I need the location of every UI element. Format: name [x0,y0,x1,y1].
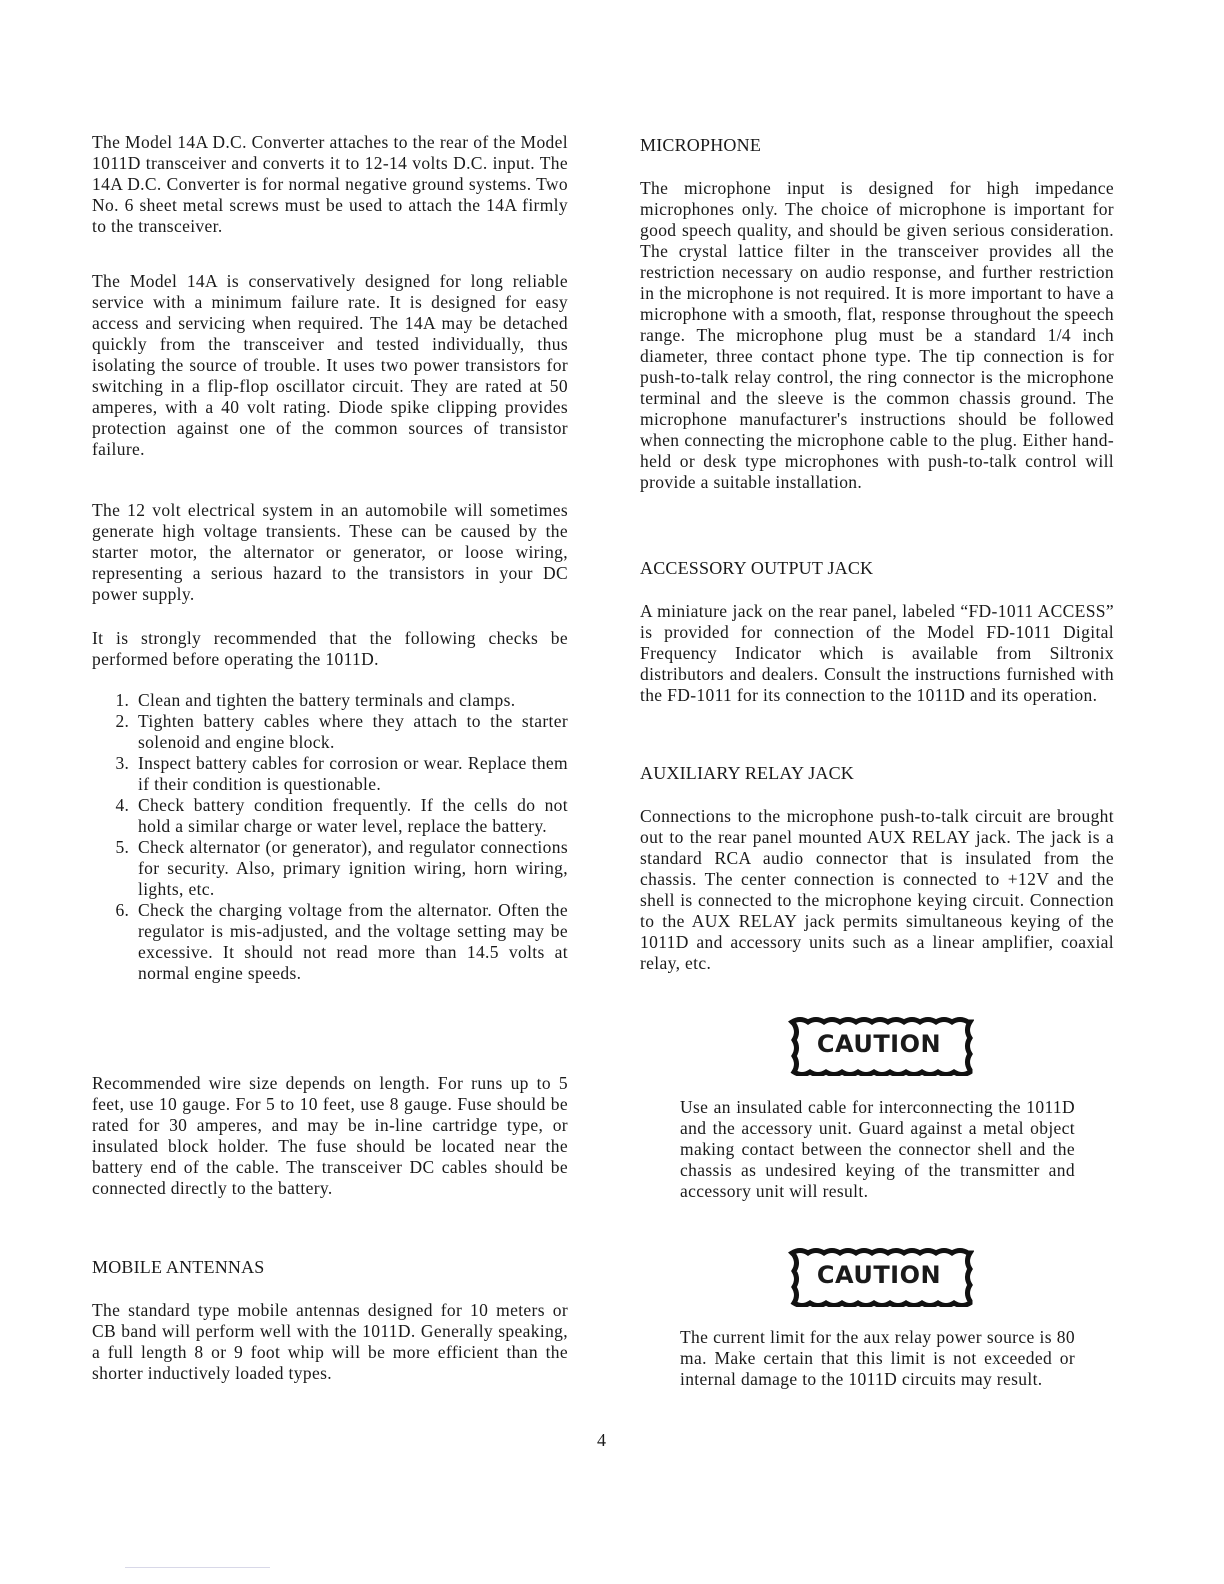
heading-text: ACCESSORY OUTPUT JACK [640,558,874,578]
paragraph-converter-intro [92,132,568,237]
heading-text: MOBILE ANTENNAS [92,1257,265,1277]
caution-label: CAUTION [816,1261,942,1289]
list-item: 2. Tighten battery cables where they attach to the starter solenoid and engine block. [134,711,568,753]
list-item: 5. Check alternator (or generator), and regulator connections for security. Also, primary ignition wiring, horn wiring, lights, etc. [134,837,568,900]
paragraph-text: Recommended wire size depends on length. For runs up to 5 feet, use 10 gauge. For 5 to 10 feet, use 8 gauge. Fuse should be rated for 30 amperes, and may be in-line cartridge type, or insulated block holder. The fuse should be located near the battery end of the cable. The transceiver DC cables should be connected directly to the battery. [92,1073,568,1198]
paragraph-text: Connections to the microphone push-to-talk circuit are brought out to the rear panel mounted AUX RELAY jack. The jack is a standard RCA audio connector that is insulated from the chassis. The center connection is connected to +12V and the shell is connected to the microphone keying circuit. Connection to the AUX RELAY jack permits simultaneous keying of the 1011D and accessory units such as a linear amplifier, coaxial relay, etc. [640,806,1114,973]
section-heading-accessory [640,558,1114,579]
paragraph-text: The Model 14A is conservatively designed for long reliable service with a minimum failure rate. It is designed for easy access and servicing when required. The 14A may be detached quickly from the transceiver and tested individually, thus isolating the source of trouble. It uses two power transistors for switching in a flip-flop oscillator circuit. They are rated at 50 amperes, with a 40 volt rating. Diode spike clipping provides protection against one of the common sources of transistor failure. [92,271,568,459]
paragraph-wire-size [92,1073,568,1199]
paragraph-microphone [640,178,1114,493]
footer-rule [125,1567,270,1568]
list-item: 6. Check the charging voltage from the alternator. Often the regulator is mis-adjusted, and the voltage setting may be excessive. It should not read more than 14.5 volts at normal engine speeds. [134,900,568,984]
caution-badge [784,1016,974,1076]
list-item: 1. Clean and tighten the battery terminals and clamps. [134,690,568,711]
list-item: 3. Inspect battery cables for corrosion or wear. Replace them if their condition is questionable. [134,753,568,795]
paragraph-text: The 12 volt electrical system in an automobile will sometimes generate high voltage transients. These can be caused by the starter motor, the alternator or generator, or loose wiring, representing a serious hazard to the transistors in your DC power supply. [92,500,568,604]
paragraph-aux-relay [640,806,1114,974]
section-heading-aux-relay [640,763,1114,784]
section-heading-microphone [640,135,1114,156]
checks-list [92,690,568,984]
paragraph-text: The Model 14A D.C. Converter attaches to the rear of the Model 1011D transceiver and converts it to 12-14 volts D.C. input. The 14A D.C. Converter is for normal negative ground systems. Two No. 6 sheet metal screws must be used to attach the 14A firmly to the transceiver. [92,132,568,236]
heading-text: MICROPHONE [640,135,762,155]
section-heading-antennas [92,1257,568,1278]
paragraph-accessory [640,601,1114,706]
page-number: 4 [597,1430,606,1450]
paragraph-caution-2 [680,1327,1075,1390]
list-item: 4. Check battery condition frequently. If the cells do not hold a similar charge or water level, replace the battery. [134,795,568,837]
paragraph-text: The current limit for the aux relay power source is 80 ma. Make certain that this limit is not exceeded or internal damage to the 1011D circuits may result. [680,1327,1075,1389]
heading-text: AUXILIARY RELAY JACK [640,763,855,783]
paragraph-text: The microphone input is designed for high impedance microphones only. The choice of microphone is important for good speech quality, and should be given serious consideration. The crystal lattice filter in the transceiver provides all the restriction necessary on audio response, and further restriction in the microphone is not required. It is more important to have a microphone with a smooth, flat, response throughout the speech range. The microphone plug must be a standard 1/4 inch diameter, three contact phone type. The tip connection is for push-to-talk relay control, the ring connector is the microphone terminal and the sleeve is the common chassis ground. The microphone manufacturer's instructions should be followed when connecting the microphone cable to the plug. Either hand-held or desk type microphones with push-to-talk control will provide a suitable installation. [640,178,1114,492]
paragraph-text: A miniature jack on the rear panel, labeled “FD-1011 ACCESS” is provided for connection of the Model FD-1011 Digital Frequency Indicator which is available from Siltronix distributors and dealers. Consult the instructions furnished with the FD-1011 for its connection to the 1011D and its operation. [640,601,1114,705]
paragraph-text: The standard type mobile antennas designed for 10 meters or CB band will perform well with the 1011D. Generally speaking, a full length 8 or 9 foot whip will be more efficient than the shorter inductively loaded types. [92,1300,568,1383]
paragraph-caution-1 [680,1097,1075,1202]
paragraph-converter-design [92,271,568,460]
paragraph-checks-intro [92,628,568,670]
paragraph-text: Use an insulated cable for interconnecting the 1011D and the accessory unit. Guard against a metal object making contact between the connector shell and the chassis as undesired keying of the transmitter and accessory unit will result. [680,1097,1075,1201]
paragraph-text: It is strongly recommended that the following checks be performed before operating the 1011D. [92,628,568,669]
caution-label: CAUTION [816,1030,942,1058]
paragraph-transients [92,500,568,605]
caution-badge [784,1247,974,1307]
paragraph-antennas [92,1300,568,1384]
